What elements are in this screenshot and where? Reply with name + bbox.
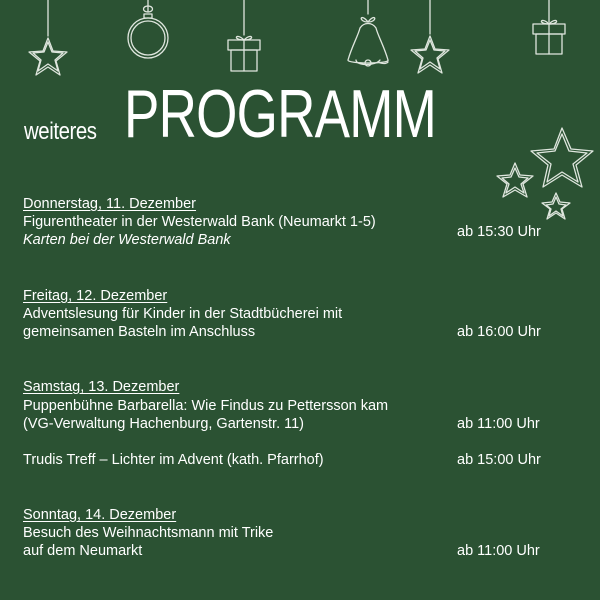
event-description: Trudis Treff – Lichter im Advent (kath. Pfarrhof) [23,452,324,468]
star-cluster-icon [497,128,593,219]
star-ornament-icon [29,0,67,75]
event-description: (VG-Verwaltung Hachenburg, Gartenstr. 11) [23,416,305,432]
event-description: Adventslesung für Kinder in der Stadtbücherei mit [23,306,343,322]
event-time: ab 15:30 Uhr [457,224,541,240]
gift-ornament-icon [533,0,565,54]
ball-ornament-icon [128,0,168,58]
star-ornament-icon [411,0,449,73]
title-prefix: weiteres [24,118,97,145]
event-time: ab 11:00 Uhr [457,543,540,559]
event-description: Puppenbühne Barbarella: Wie Findus zu Pettersson kam [23,398,389,414]
page-title: PROGRAMM [124,76,436,152]
gift-ornament-icon [228,0,260,71]
event-date-friday: Freitag, 12. Dezember [23,288,168,304]
bell-ornament-icon [348,0,388,66]
event-date-thursday: Donnerstag, 11. Dezember [23,196,197,212]
event-description: Besuch des Weihnachtsmann mit Trike [23,525,274,541]
event-note: Karten bei der Westerwald Bank [23,232,231,248]
event-description: Figurentheater in der Westerwald Bank (Neumarkt 1-5) [23,214,376,230]
event-time: ab 11:00 Uhr [457,416,540,432]
event-description: auf dem Neumarkt [23,543,143,559]
event-date-sunday: Sonntag, 14. Dezember [23,507,177,523]
event-date-saturday: Samstag, 13. Dezember [23,379,180,395]
event-time: ab 16:00 Uhr [457,324,541,340]
event-description: gemeinsamen Basteln im Anschluss [23,324,256,340]
event-time: ab 15:00 Uhr [457,452,541,468]
